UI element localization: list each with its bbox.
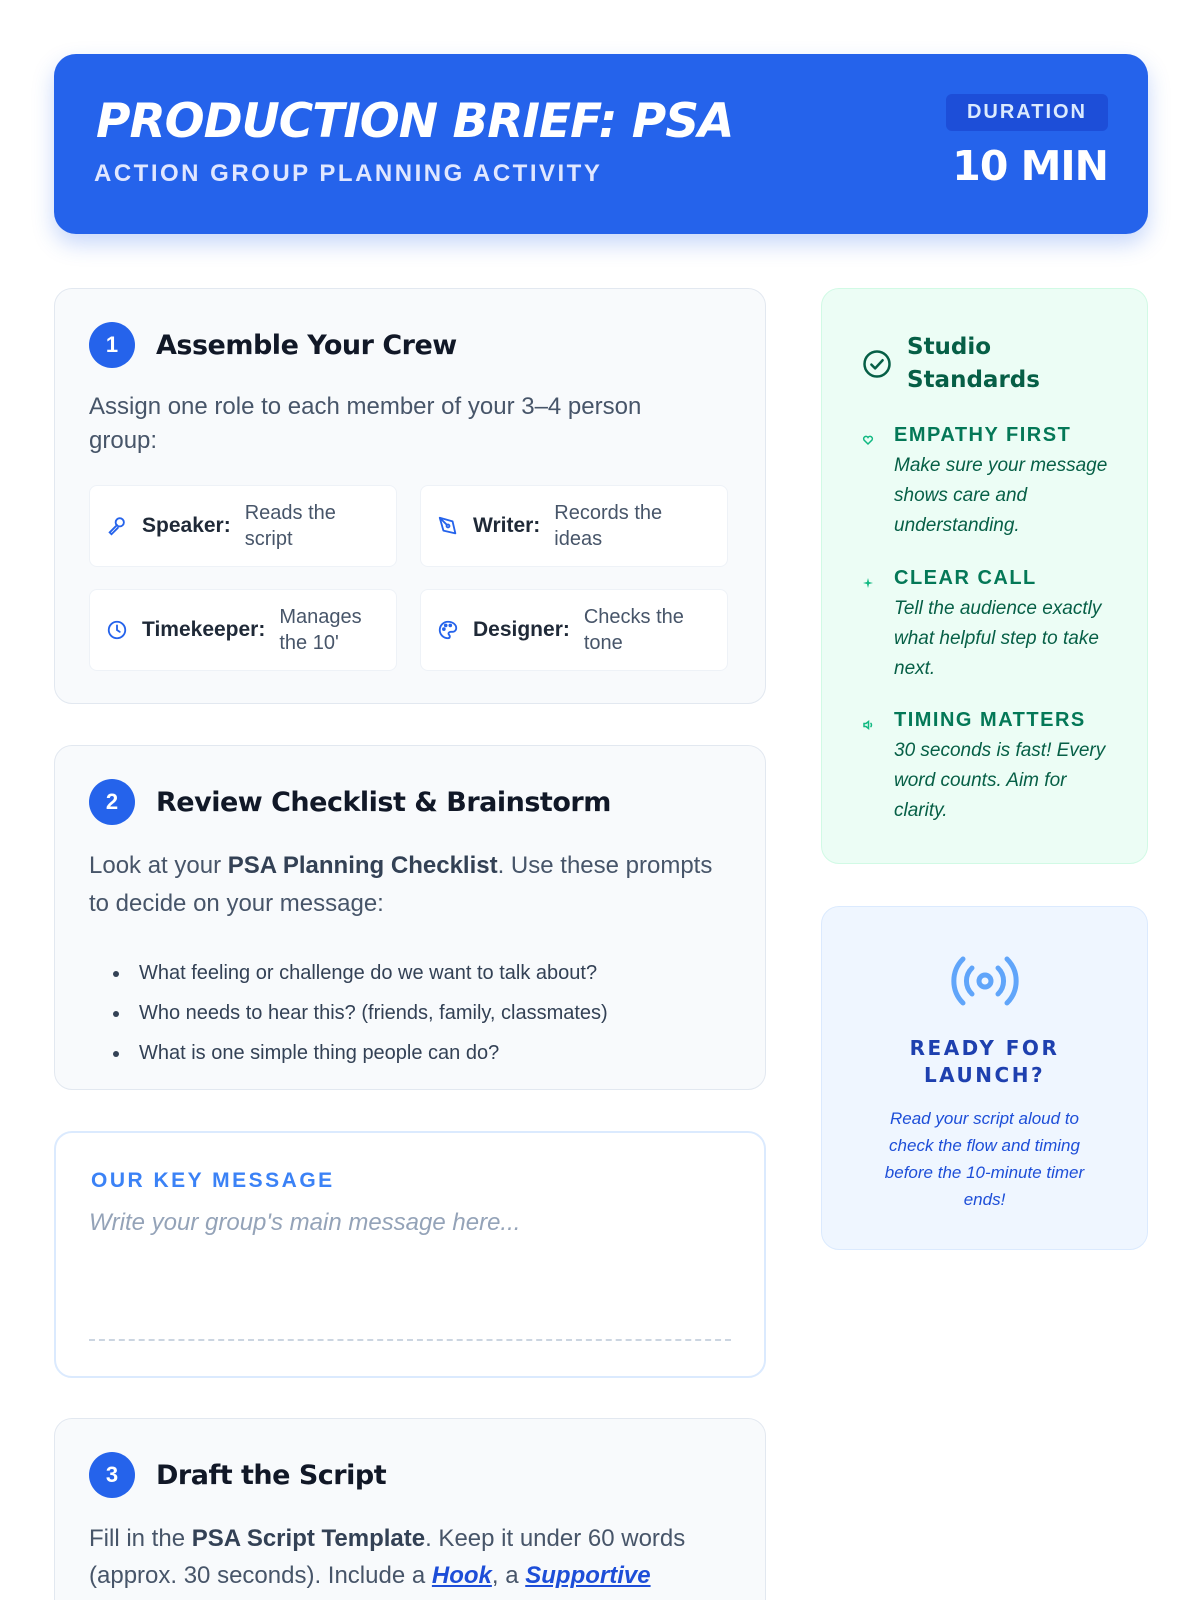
standard-text: Make sure your message shows care and understanding. bbox=[894, 455, 1108, 536]
prompts-list bbox=[131, 953, 731, 1073]
clock-icon bbox=[106, 619, 128, 641]
role-card-designer bbox=[420, 589, 728, 671]
role-desc: Records the ideas bbox=[554, 502, 663, 550]
key-message-label: OUR KEY MESSAGE bbox=[91, 1169, 335, 1192]
key-message-input[interactable] bbox=[89, 1201, 731, 1341]
role-desc: Reads the script bbox=[244, 502, 336, 550]
standards-header bbox=[862, 331, 1067, 397]
microphone-icon bbox=[106, 515, 128, 537]
page-subtitle: ACTION GROUP PLANNING ACTIVITY bbox=[94, 160, 603, 187]
template-name: PSA Script Template bbox=[191, 1525, 426, 1552]
step-2-header bbox=[89, 779, 611, 825]
step-3-card bbox=[54, 1418, 766, 1600]
step-number: 2 bbox=[89, 779, 135, 825]
check-circle-icon bbox=[862, 349, 892, 379]
step-description: Look at your PSA Planning Checklist. Use these prompts to decide on your message: bbox=[89, 852, 713, 917]
launch-text: Read your script aloud to check the flow and timing before the 10-minute timer ends! bbox=[884, 1109, 1085, 1209]
launch-panel bbox=[821, 906, 1148, 1250]
palette-icon bbox=[437, 619, 459, 641]
standard-item bbox=[862, 567, 1122, 684]
page-title: PRODUCTION BRIEF: PSA bbox=[96, 94, 734, 149]
standard-title: EMPATHY FIRST bbox=[894, 424, 1072, 446]
pen-icon bbox=[437, 515, 459, 537]
heart-icon bbox=[862, 434, 874, 446]
standard-text: 30 seconds is fast! Every word counts. Aim for clarity. bbox=[894, 740, 1106, 821]
role-name: Timekeeper: bbox=[142, 618, 266, 641]
standards-title: Studio Standards bbox=[907, 334, 1040, 393]
list-item: • What is one simple thing people can do? bbox=[131, 1033, 731, 1073]
role-name: Speaker: bbox=[142, 514, 231, 537]
role-name: Designer: bbox=[473, 618, 570, 641]
standard-item bbox=[862, 424, 1122, 541]
step-title: Draft the Script bbox=[156, 1459, 387, 1491]
standard-text: Tell the audience exactly what helpful step to take next. bbox=[894, 598, 1102, 679]
step-2-card bbox=[54, 745, 766, 1090]
step-description: Assign one role to each member of your 3–4 person group: bbox=[89, 393, 642, 454]
duration-label: DURATION bbox=[946, 94, 1108, 131]
step-number: 3 bbox=[89, 1452, 135, 1498]
sound-icon bbox=[862, 719, 874, 731]
step-description: Fill in the PSA Script Template. Keep it under 60 words (approx. 30 seconds). Include a Hook, a Supportive bbox=[89, 1525, 686, 1589]
role-desc: Manages the 10' bbox=[279, 606, 362, 654]
list-item: • What feeling or challenge do we want to talk about? bbox=[131, 953, 731, 993]
supportive-term-link[interactable]: Supportive bbox=[525, 1562, 651, 1589]
step-1-header bbox=[89, 322, 457, 368]
checklist-name: PSA Planning Checklist bbox=[227, 852, 498, 879]
list-item: • Who needs to hear this? (friends, family, classmates) bbox=[131, 993, 731, 1033]
standard-title: CLEAR CALL bbox=[894, 567, 1037, 589]
key-message-card bbox=[54, 1131, 766, 1378]
studio-standards-panel bbox=[821, 288, 1148, 864]
roles-grid bbox=[89, 485, 731, 671]
role-desc: Checks the tone bbox=[583, 606, 684, 654]
step-3-header bbox=[89, 1452, 386, 1498]
duration-value: 10 MIN bbox=[952, 142, 1108, 190]
step-title: Review Checklist & Brainstorm bbox=[156, 786, 611, 818]
launch-title: READY FOR LAUNCH? bbox=[909, 1036, 1060, 1087]
hook-term-link[interactable]: Hook bbox=[431, 1562, 492, 1589]
role-name: Writer: bbox=[473, 514, 541, 537]
sparkle-icon bbox=[862, 577, 874, 589]
role-card-writer bbox=[420, 485, 728, 567]
header-banner bbox=[54, 54, 1148, 234]
role-card-speaker bbox=[89, 485, 397, 567]
standard-item bbox=[862, 709, 1122, 826]
role-card-timekeeper bbox=[89, 589, 397, 671]
step-number: 1 bbox=[89, 322, 135, 368]
step-title: Assemble Your Crew bbox=[156, 329, 457, 361]
broadcast-icon bbox=[951, 955, 1019, 1007]
standard-title: TIMING MATTERS bbox=[894, 709, 1086, 731]
step-1-card bbox=[54, 288, 766, 704]
